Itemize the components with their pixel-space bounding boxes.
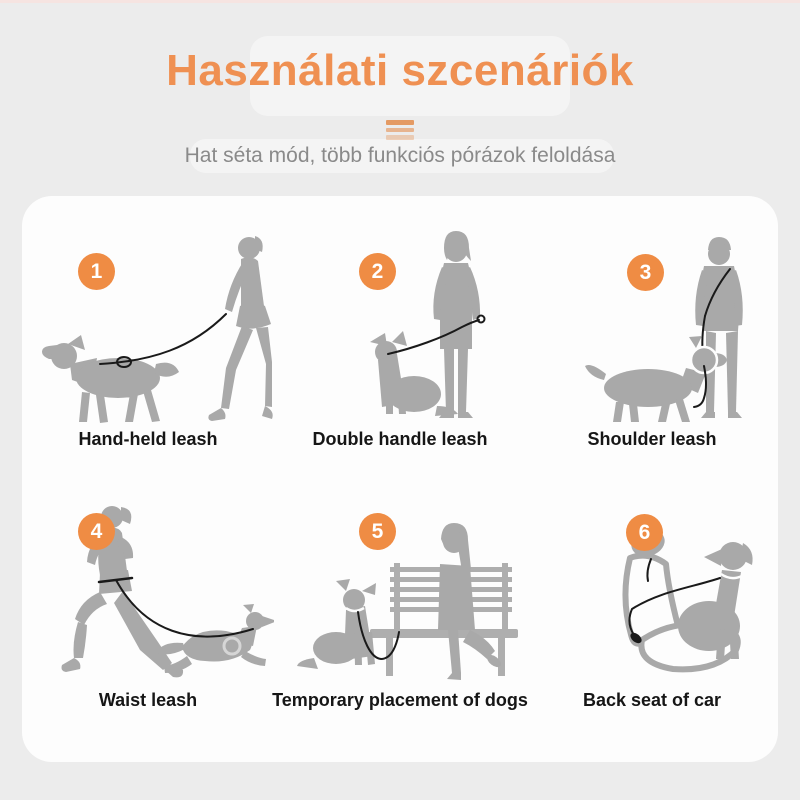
scenario-1-label: Hand-held leash	[78, 429, 218, 449]
scenario-4-number-badge: 4	[78, 513, 115, 550]
person-silhouette	[208, 236, 272, 421]
scenario-6-label: Back seat of car	[582, 690, 722, 710]
scenario-4	[22, 479, 274, 762]
scenario-6-number-badge: 6	[626, 514, 663, 551]
waist-leash-illustration	[22, 479, 274, 709]
hand-held-leash-illustration	[22, 196, 274, 426]
scenario-5	[274, 479, 526, 762]
scenario-5-number-badge: 5	[359, 513, 396, 550]
scenario-5-label: Temporary placement of dogs	[272, 690, 528, 710]
shoulder-leash-illustration	[526, 196, 778, 426]
scenario-2-label: Double handle leash	[312, 429, 488, 449]
dog-silhouette	[297, 579, 376, 669]
scenario-2	[274, 196, 526, 479]
dog-silhouette	[678, 542, 753, 660]
scenario-2-number-badge: 2	[359, 253, 396, 290]
scenario-1-number-badge: 1	[78, 253, 115, 290]
scenario-3-label: Shoulder leash	[587, 429, 717, 449]
scenario-6	[526, 479, 778, 762]
top-edge-strip	[0, 0, 800, 3]
scenario-1	[22, 196, 274, 479]
person-silhouette	[433, 231, 480, 418]
page-title: Használati szcenáriók	[166, 46, 634, 95]
scenario-3-number-badge: 3	[627, 254, 664, 291]
triple-bars-icon	[386, 120, 414, 143]
dog-silhouette	[156, 604, 274, 673]
double-handle-leash-illustration	[274, 196, 526, 426]
bench-tether-illustration	[274, 479, 526, 709]
leash-line	[100, 314, 226, 367]
scenario-3	[526, 196, 778, 479]
page-subtitle: Hat séta mód, több funkciós pórázok feloldása	[184, 144, 616, 167]
dog-silhouette	[42, 335, 179, 423]
car-back-seat-illustration	[526, 479, 778, 709]
scenario-4-label: Waist leash	[98, 690, 198, 710]
scenarios-card	[22, 196, 778, 762]
